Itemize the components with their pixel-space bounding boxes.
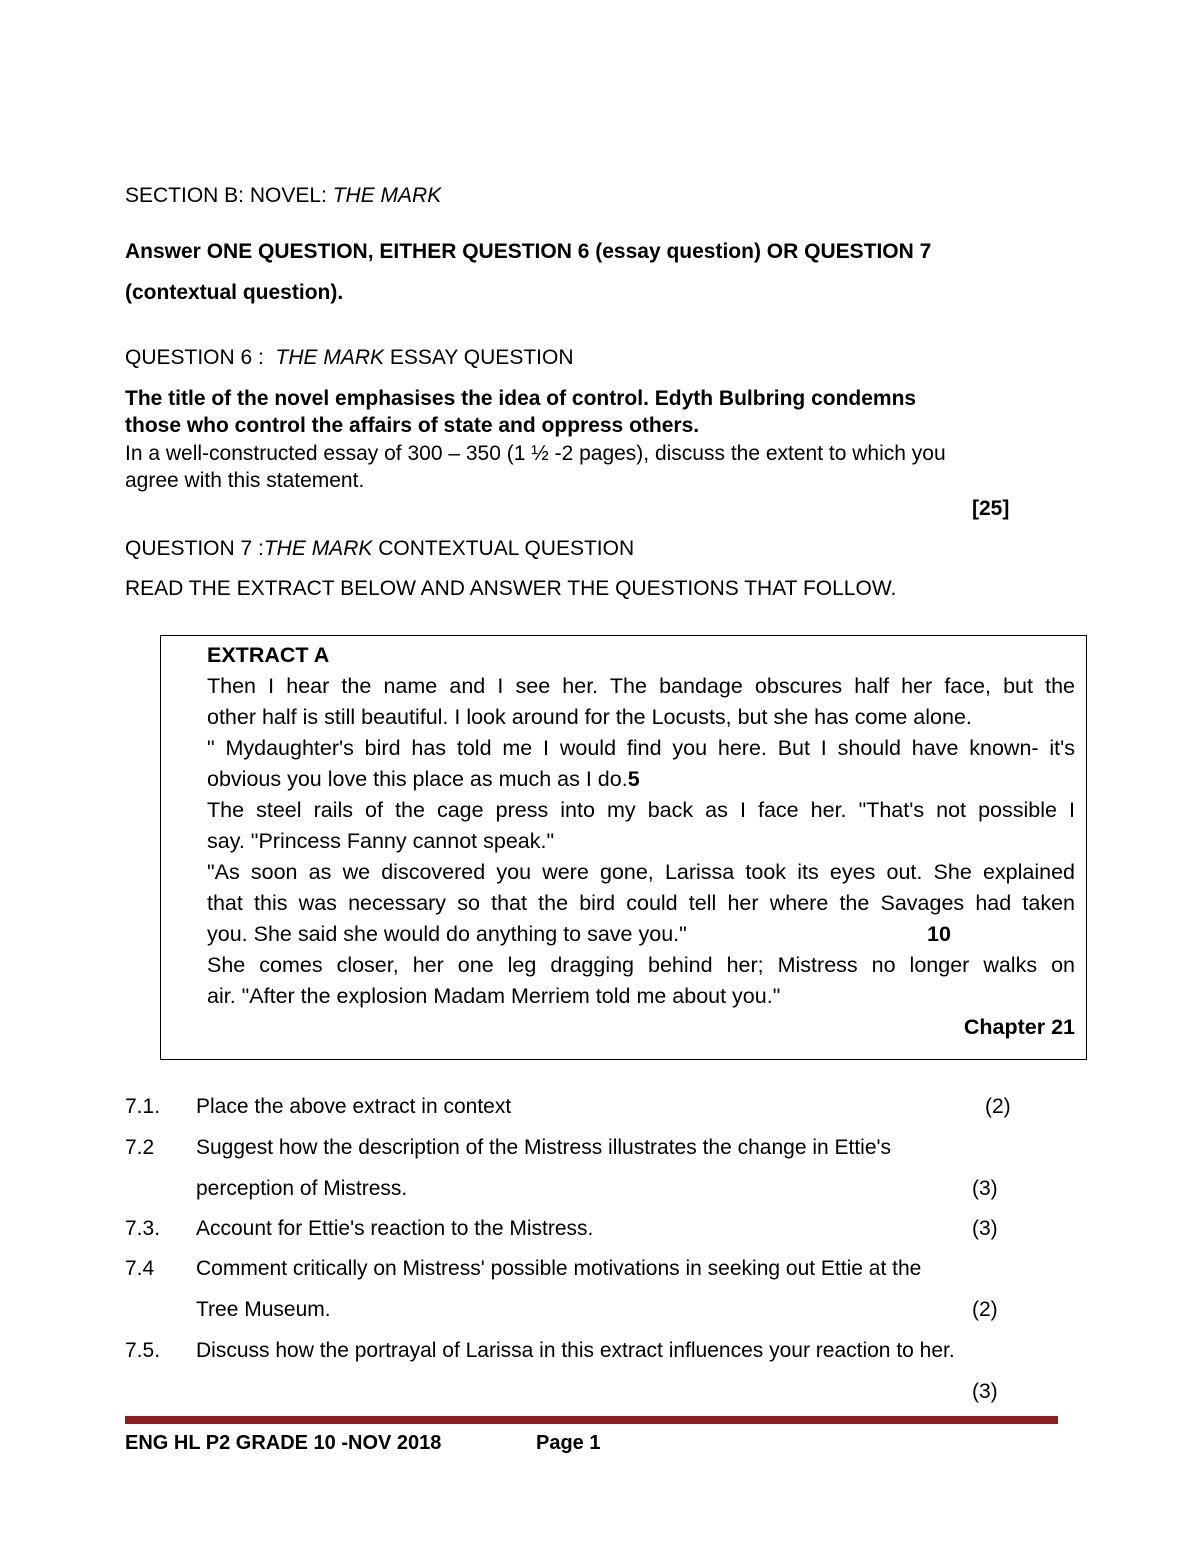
question-marks: (2): [985, 1095, 1011, 1118]
extract-line: other half is still beautiful. I look around for the Locusts, but she has come alone.: [207, 705, 972, 729]
question-number: 7.1.: [125, 1095, 161, 1118]
question-text: Comment critically on Mistress' possible motivations in seeking out Ettie at the: [196, 1257, 922, 1280]
extract-line: The steel rails of the cage press into my back as I face her. "That's not possible I: [207, 798, 1075, 822]
extract-line: you. She said she would do anything to save you.": [207, 922, 687, 946]
q7-heading: [125, 537, 634, 561]
q6-task-line2: agree with this statement.: [125, 469, 365, 492]
extract-source: Chapter 21: [963, 1015, 1075, 1039]
extract-line: "As soon as we discovered you were gone, Larissa took its eyes out. She explained: [207, 860, 1075, 884]
question-marks: (2): [972, 1298, 998, 1321]
footer-rule: [125, 1416, 1058, 1424]
q6-heading-suffix: ESSAY QUESTION: [384, 346, 574, 369]
extract-line: She comes closer, her one leg dragging behind her; Mistress no longer walks on: [207, 953, 1075, 977]
section-title-prefix: SECTION B: NOVEL:: [125, 184, 333, 207]
q6-heading: [125, 346, 574, 370]
extract-line: " Mydaughter's bird has told me I would find you here. But I should have known- it's: [207, 736, 1075, 760]
question-text: Discuss how the portrayal of Larissa in this extract influences your reaction to her.: [196, 1339, 955, 1362]
footer-page: Page 1: [536, 1432, 601, 1454]
question-number: 7.2: [125, 1136, 155, 1159]
q6-heading-novel: THE MARK: [275, 346, 385, 369]
q6-marks: [25]: [972, 497, 1010, 520]
question-text-cont: Tree Museum.: [196, 1298, 331, 1321]
question-text: Place the above extract in context: [196, 1095, 512, 1118]
section-title: [125, 184, 441, 208]
question-text: Account for Ettie's reaction to the Mistress.: [196, 1217, 594, 1240]
line-number-10: 10: [927, 922, 951, 946]
question-number: 7.5.: [125, 1339, 161, 1362]
section-instruction-line2: (contextual question).: [125, 281, 344, 304]
question-marks: (3): [972, 1177, 998, 1200]
q7-heading-prefix: QUESTION 7 :: [125, 537, 264, 560]
q7-heading-suffix: CONTEXTUAL QUESTION: [372, 537, 635, 560]
q7-heading-novel: THE MARK: [263, 537, 373, 560]
extract-line-with-number: [207, 764, 1075, 795]
section-title-novel: THE MARK: [332, 184, 442, 207]
extract-box: [160, 635, 1087, 1060]
q6-statement-line1: The title of the novel emphasises the idea of control. Edyth Bulbring condemns: [125, 387, 917, 410]
extract-line: that this was necessary so that the bird could tell her where the Savages had taken: [207, 891, 1075, 915]
extract-title: EXTRACT A: [207, 643, 330, 667]
question-number: 7.4: [125, 1257, 155, 1280]
q6-task-line1: In a well-constructed essay of 300 – 350 (1 ½ -2 pages), discuss the extent to which you: [125, 442, 946, 465]
section-instruction-line1: Answer ONE QUESTION, EITHER QUESTION 6 (essay question) OR QUESTION 7: [125, 240, 932, 263]
line-number-5: 5: [627, 767, 640, 791]
question-marks: (3): [972, 1380, 998, 1403]
extract-line: obvious you love this place as much as I do.: [207, 767, 628, 791]
question-marks: (3): [972, 1217, 998, 1240]
q6-heading-prefix: QUESTION 6 :: [125, 346, 276, 369]
q7-instruction: READ THE EXTRACT BELOW AND ANSWER THE QUESTIONS THAT FOLLOW.: [125, 577, 897, 600]
extract-line: say. "Princess Fanny cannot speak.": [207, 829, 555, 853]
question-text: Suggest how the description of the Mistress illustrates the change in Ettie's: [196, 1136, 892, 1159]
extract-line: Then I hear the name and I see her. The bandage obscures half her face, but the: [207, 674, 1075, 698]
extract-line: air. "After the explosion Madam Merriem told me about you.": [207, 984, 781, 1008]
q6-statement-line2: those who control the affairs of state and oppress others.: [125, 414, 700, 437]
footer-paper: ENG HL P2 GRADE 10 -NOV 2018: [125, 1432, 442, 1454]
question-number: 7.3.: [125, 1217, 161, 1240]
question-text-cont: perception of Mistress.: [196, 1177, 408, 1200]
